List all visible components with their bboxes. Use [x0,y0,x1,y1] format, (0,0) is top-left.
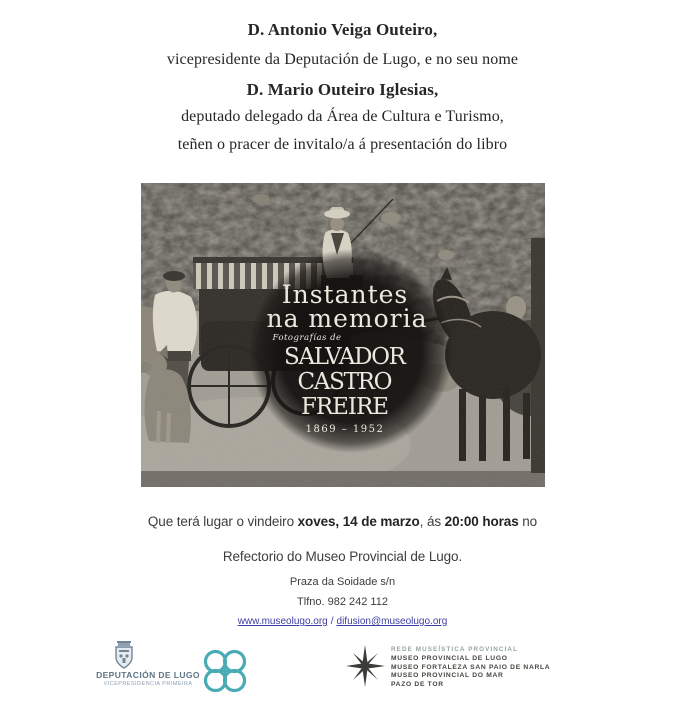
event-date-bold: xoves, 14 de marzo [297,514,420,529]
rede-logo [344,643,387,694]
event-venue: Refectorio do Museo Provincial de Lugo. [222,549,463,564]
website-link[interactable]: www.museolugo.org [237,616,328,627]
museum-network-logo [202,650,248,697]
event-address: Praza da Soidade s/n [289,576,396,588]
old-photograph [141,183,545,487]
book-cover-photo [141,183,545,487]
rede-museum-3: MUSEO PROVINCIAL DO MAR [391,672,504,680]
host1-role: vicepresidente da Deputación de Lugo, e no seu nome [166,51,519,68]
rede-museum-4: PAZO DE TOR [391,681,444,689]
host2-name: D. Mario Outeiro Iglesias, [246,80,439,99]
photo-title-line2: na memoria [266,304,428,333]
rede-museum-1: MUSEO PROVINCIAL DE LUGO [391,654,508,662]
link-separator: / [330,616,334,627]
email-link[interactable]: difusion@museolugo.org [336,616,448,627]
event-date-mid: , ás [419,514,445,529]
host2-role: deputado delegado da Área de Cultura e Turismo, [181,108,504,125]
knot-icon [202,650,248,692]
photo-title-line1: Instantes [281,280,409,309]
invite-line: teñen o pracer de invitalo/a á presentación do libro [177,136,508,153]
contact-links [0,616,685,627]
rede-museistica-text [391,646,550,690]
rede-title: REDE MUSEÍSTICA PROVINCIAL [391,646,519,653]
event-date-line [0,514,685,529]
event-date-suffix: no [518,514,538,529]
event-phone: Tlfno. 982 242 112 [297,596,388,608]
deputacion-name: DEPUTACIÓN DE LUGO [96,670,200,680]
compass-star-icon [344,643,387,689]
event-date-prefix: Que terá lugar o vindeiro [147,514,298,529]
event-time-bold: 20:00 horas [444,514,519,529]
host1-name: D. Antonio Veiga Outeiro, [247,20,438,39]
rede-museum-2: MUSEO FORTALEZA SAN PAIO DE NARLA [391,663,551,671]
deputacion-subtitle: VICEPRESIDENCIA PRIMEIRA [103,681,193,687]
photo-author-line1: SALVADOR [284,344,406,370]
photo-author-line3: FREIRE [301,394,389,420]
coat-of-arms-icon [112,640,136,670]
photo-subtitle: Fotografías de [272,333,342,343]
photo-author-line2: CASTRO [297,369,393,395]
photo-years: 1869 – 1952 [305,424,385,435]
